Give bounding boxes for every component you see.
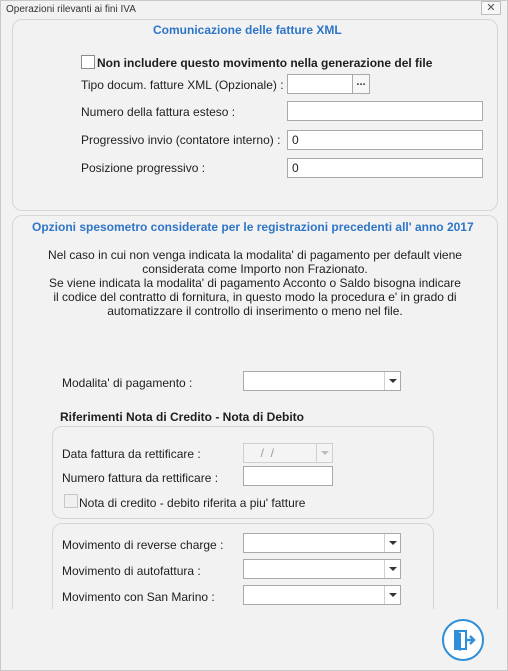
progressivo-invio-field[interactable]: 0 <box>287 130 483 150</box>
data-fattura-label: Data fattura da rettificare : <box>62 447 201 461</box>
tipo-documento-label: Tipo docum. fatture XML (Opzionale) : <box>81 78 284 92</box>
exit-button[interactable] <box>442 619 484 661</box>
numero-fattura-label: Numero della fattura esteso : <box>81 105 236 119</box>
spesometro-info-text: Nel caso in cui non venga indicata la modalita' di pagamento per default viene considerata come Importo non Frazionato. Se viene indicata la modalita' di pagamento Acconto o Saldo bisogna indicare il codice del contratto di fornitura, in questo modo la procedura e' in grado di automatizzare il controllo di inserimento o meno nel file. <box>48 248 462 318</box>
chevron-down-icon[interactable] <box>384 586 400 604</box>
spesometro-title: Opzioni spesometro considerate per le registrazioni precedenti all' anno 2017 <box>32 220 474 234</box>
numero-fattura-field[interactable] <box>287 101 483 121</box>
modalita-pagamento-select[interactable] <box>243 371 401 391</box>
numero-fattura-rettificare-label: Numero fattura da rettificare : <box>62 471 219 485</box>
autofattura-select[interactable] <box>243 559 401 579</box>
modalita-pagamento-label: Modalita' di pagamento : <box>62 376 193 390</box>
tipo-documento-browse-button[interactable]: ... <box>352 74 370 94</box>
riferimenti-title: Riferimenti Nota di Credito - Nota di Debito <box>60 410 305 424</box>
chevron-down-icon[interactable] <box>384 560 400 578</box>
reverse-charge-select[interactable] <box>243 533 401 553</box>
progressivo-invio-label: Progressivo invio (contatore interno) : <box>81 133 281 147</box>
exit-door-icon <box>444 621 482 659</box>
autofattura-label: Movimento di autofattura : <box>62 564 201 578</box>
san-marino-select[interactable] <box>243 585 401 605</box>
title-bar <box>1 1 507 19</box>
exclude-movement-checkbox[interactable] <box>81 55 95 69</box>
chevron-down-icon[interactable] <box>384 534 400 552</box>
chevron-down-icon[interactable] <box>384 372 400 390</box>
window-title: Operazioni rilevanti ai fini IVA <box>6 4 136 15</box>
numero-fattura-rettificare-field[interactable] <box>243 466 333 486</box>
posizione-progressivo-label: Posizione progressivo : <box>81 161 206 175</box>
tipo-documento-field[interactable] <box>287 74 353 94</box>
exclude-movement-label: Non includere questo movimento nella generazione del file <box>97 56 433 70</box>
san-marino-label: Movimento con San Marino : <box>62 590 215 604</box>
fatture-xml-title: Comunicazione delle fatture XML <box>153 23 342 37</box>
data-fattura-picker[interactable]: / / <box>243 443 333 463</box>
nota-multipla-checkbox[interactable] <box>64 494 78 508</box>
close-button[interactable]: ✕ <box>481 1 501 15</box>
reverse-charge-label: Movimento di reverse charge : <box>62 538 224 552</box>
nota-multipla-label: Nota di credito - debito riferita a piu' fatture <box>79 496 306 510</box>
posizione-progressivo-field[interactable]: 0 <box>287 158 483 178</box>
chevron-down-icon[interactable] <box>316 444 332 462</box>
